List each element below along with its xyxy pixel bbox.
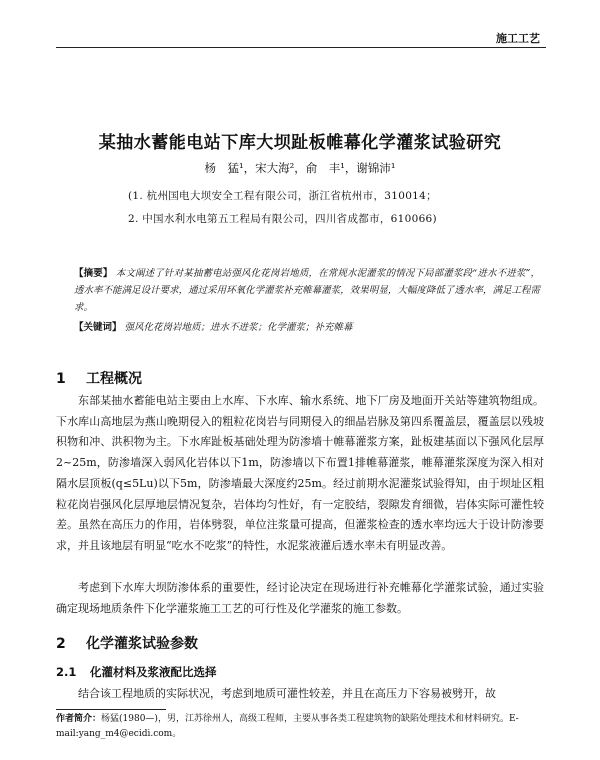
- author-list: 杨 猛¹，宋大海²，俞 丰¹，谢锦沛¹: [204, 161, 396, 175]
- paper-title: 某抽水蓄能电站下库大坝趾板帷幕化学灌浆试验研究: [98, 133, 502, 153]
- section-number: 1: [56, 371, 66, 387]
- keywords-text: 强风化花岗岩地质；进水不进浆；化学灌浆；补充帷幕: [124, 322, 353, 333]
- section-title: 化学灌浆试验参数: [86, 636, 198, 652]
- subsection-heading: [56, 664, 217, 680]
- keywords: [74, 319, 540, 333]
- abstract-text: 本文阐述了针对某抽蓄电站强风化花岗岩地质，在常规水泥灌浆的情况下局部灌浆段“进水不进浆”，透水率不能满足设计要求，通过采用环氧化学灌浆补充帷幕灌浆，效果明显，大幅度降低了透水率，满足工程需求。: [74, 268, 540, 313]
- running-header-label: 施工工艺: [496, 32, 540, 45]
- body-paragraph: 结合该工程地质的实际状况，考虑到地质可灌性较差，并且在高压力下容易被劈开，故: [78, 687, 496, 700]
- header-rule: [56, 47, 546, 48]
- body-paragraph: 东部某抽水蓄能电站主要由上水库、下水库、输水系统、地下厂房及地面开关站等建筑物组成。下水库山高地层为燕山晚期侵入的粗粒花岗岩与同期侵入的细晶岩脉及第四系覆盖层，覆盖层以残坡积物和冲、洪积物为主。下水库趾板基础处理为防渗墙十帷幕灌浆方案，趾板建基面以下强风化层厚2~25m，防渗墙深入弱风化岩体以下1m，防渗墙以下布置1排帷幕灌浆，帷幕灌浆深度为深入相对隔水层顶板(q≤5Lu)以下5m，防渗墙最大深度约25m。经过前期水泥灌浆试验得知，由于坝址区粗粒花岗岩强风化层厚地层情况复杂，岩体均匀性好，有一定胶结，裂隙发育细微，岩体实际可灌性较差。虽然在高压力的作用，岩体劈裂，单位注浆量可提高，但灌浆检查的透水率均远大于设计防渗要求，并且该地层有明显“吃水不吃浆”的特性，水泥浆液灌后透水率未有明显改善。: [56, 394, 544, 552]
- keywords-label: 【关键词】: [74, 322, 122, 333]
- section-heading-2: [56, 633, 198, 653]
- body-paragraph: 考虑到下水库大坝防渗体系的重要性，经讨论决定在现场进行补充帷幕化学灌浆试验，通过实验确定现场地质条件下化学灌浆施工工艺的可行性及化学灌浆的施工参数。: [56, 581, 544, 615]
- abstract-label: 【摘要】: [74, 268, 113, 279]
- section-heading-1: [56, 368, 142, 388]
- footnote-text: 杨猛(1980—)，男，江苏徐州人，高级工程师，主要从事各类工程建筑物的缺陷处理技术和材料研究。E-mail:yang_m4@ecidi.com。: [56, 714, 519, 739]
- section-title: 工程概况: [86, 371, 142, 387]
- subsection-number: 2.1: [56, 665, 77, 679]
- footnote-rule: [56, 709, 166, 710]
- subsection-title: 化灌材料及浆液配比选择: [90, 665, 217, 679]
- section-number: 2: [56, 636, 66, 652]
- footnote-label: 作者简介：: [56, 714, 102, 724]
- affiliation-1: (1. 杭州国电大坝安全工程有限公司，浙江省杭州市，310014；: [128, 190, 437, 202]
- author-footnote: [56, 712, 544, 742]
- affiliation-2: 2. 中国水利水电第五工程局有限公司，四川省成都市，610066): [128, 213, 437, 225]
- abstract: [74, 265, 540, 316]
